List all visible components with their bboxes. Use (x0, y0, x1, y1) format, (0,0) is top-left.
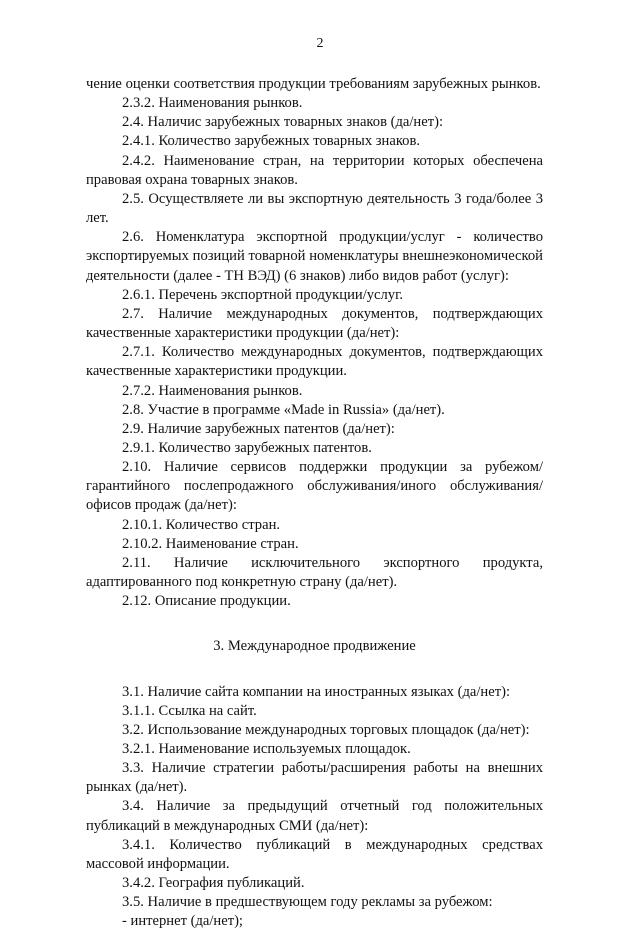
paragraph-2-6-1: 2.6.1. Перечень экспортной продукции/услуг. (122, 286, 404, 303)
paragraph-2-7: 2.7. Наличие международных документов, подтверждающих качественные характеристики продукции (да/нет): (86, 305, 543, 342)
paragraph-2-10: 2.10. Наличие сервисов поддержки продукции за рубежом/гарантийного послепродажного обслуживания/иного обслуживания/офисов продаж (да/нет): (86, 459, 543, 514)
paragraph-2-9: 2.9. Наличие зарубежных патентов (да/нет): (122, 420, 395, 437)
paragraph-2-10-2: 2.10.2. Наименование стран. (122, 535, 299, 552)
paragraph-continuation: чение оценки соответствия продукции требованиям зарубежных рынков. (86, 76, 541, 92)
document-body (86, 75, 543, 932)
paragraph-2-3-2: 2.3.2. Наименования рынков. (122, 95, 303, 112)
paragraph-3-3: 3.3. Наличие стратегии работы/расширения работы на внешних рынках (да/нет). (86, 760, 543, 796)
paragraph-3-2-1: 3.2.1. Наименование используемых площадок. (122, 741, 411, 757)
paragraph-2-4-2: 2.4.2. Наименование стран, на территории которых обеспечена правовая охрана товарных знаков. (86, 152, 543, 188)
paragraph-2-4: 2.4. Наличис зарубежных товарных знаков (да/нет): (122, 114, 444, 131)
paragraph-3-4: 3.4. Наличие за предыдущий отчетный год положительных публикаций в международных СМИ (да/нет): (86, 798, 543, 834)
paragraph-2-7-2: 2.7.2. Наименования рынков. (122, 382, 303, 399)
paragraph-2-11: 2.11. Наличие исключительного экспортного продукта, адаптированного под конкретную страну (да/нет). (86, 554, 543, 591)
paragraph-2-8: 2.8. Участие в программе «Made in Russia» (да/нет). (122, 401, 445, 418)
paragraph-3-4-1: 3.4.1. Количество публикаций в международных средствах массовой информации. (86, 836, 543, 872)
paragraph-3-1: 3.1. Наличие сайта компании на иностранных языках (да/нет): (122, 683, 511, 700)
paragraph-2-5: 2.5. Осуществляете ли вы экспортную деятельность 3 года/более 3 лет. (86, 190, 543, 227)
paragraph-3-4-2: 3.4.2. География публикаций. (122, 875, 305, 892)
paragraph-3-2: 3.2. Использование международных торговых площадок (да/нет): (122, 721, 530, 738)
paragraph-2-6: 2.6. Номенклатура экспортной продукции/услуг - количество экспортируемых позиций товарной номенклатуры внешнеэкономической деятельности (далее - ТН ВЭД) (6 знаков) либо видов работ (услуг): (86, 229, 543, 284)
page-number: 2 (316, 36, 324, 51)
paragraph-2-12: 2.12. Описание продукции. (122, 593, 291, 610)
paragraph-2-4-1: 2.4.1. Количество зарубежных товарных знаков. (122, 133, 421, 150)
list-item-internet: - интернет (да/нет); (122, 913, 243, 930)
paragraph-2-10-1: 2.10.1. Количество стран. (122, 516, 281, 533)
section-heading: 3. Международное продвижение (213, 638, 416, 655)
paragraph-3-1-1: 3.1.1. Ссылка на сайт. (122, 702, 257, 719)
paragraph-3-5: 3.5. Наличие в предшествующем году рекламы за рубежом: (122, 894, 493, 911)
paragraph-2-9-1: 2.9.1. Количество зарубежных патентов. (122, 439, 372, 456)
paragraph-2-7-1: 2.7.1. Количество международных документов, подтверждающих качественные характеристики продукции. (86, 344, 543, 380)
